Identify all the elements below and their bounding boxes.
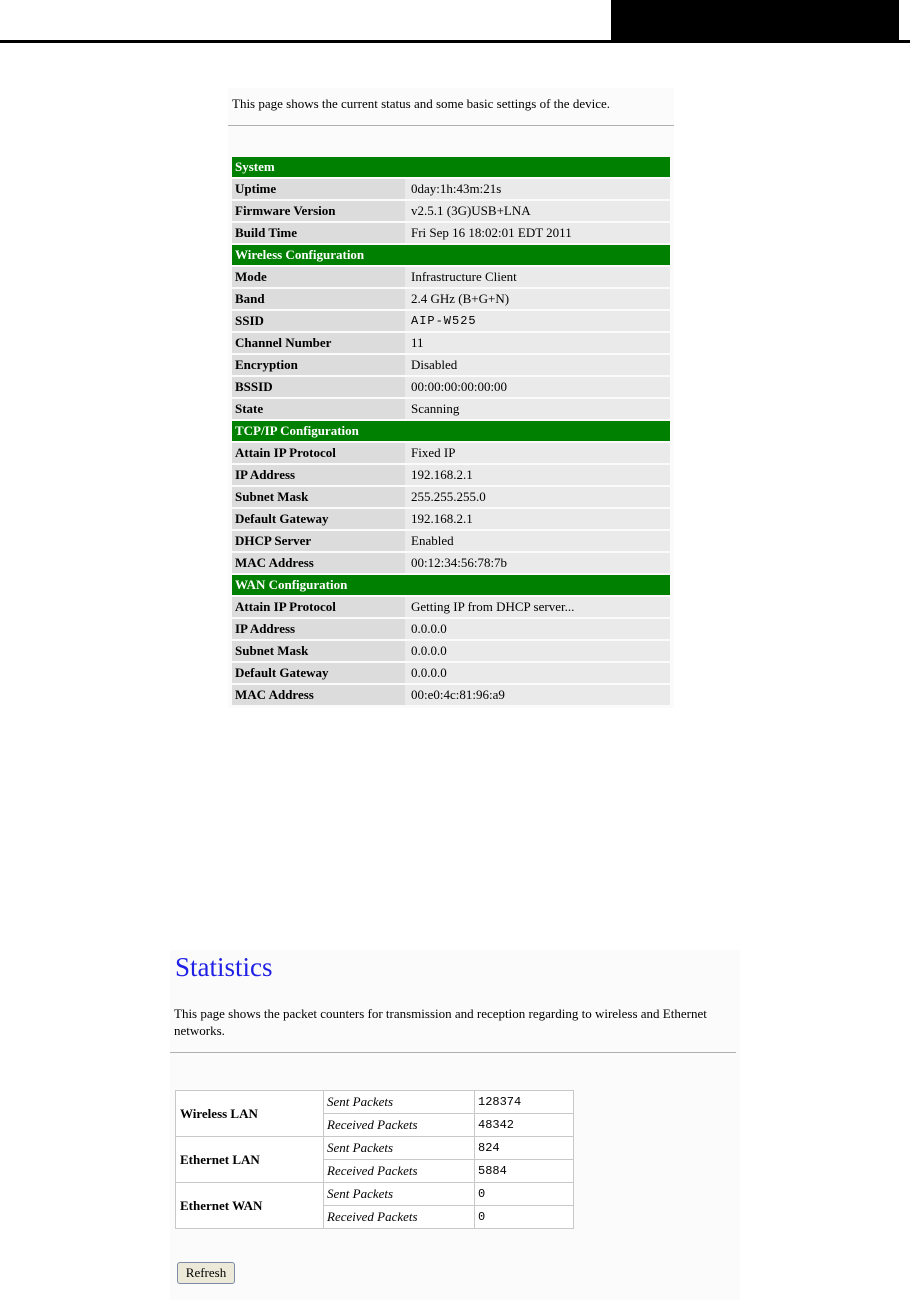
status-row-value: 255.255.255.0 [405, 487, 670, 509]
status-row-value: 192.168.2.1 [405, 465, 670, 487]
status-row-value: Enabled [405, 531, 670, 553]
status-row [232, 531, 670, 553]
received-packets-value: 48342 [475, 1114, 574, 1137]
status-row [232, 311, 670, 333]
status-row-value: 00:12:34:56:78:7b [405, 553, 670, 575]
status-row [232, 465, 670, 487]
status-row-label: MAC Address [232, 685, 405, 707]
status-row-value: v2.5.1 (3G)USB+LNA [405, 201, 670, 223]
status-row [232, 553, 670, 575]
status-row [232, 443, 670, 465]
status-row-value: 192.168.2.1 [405, 509, 670, 531]
section-header-row [232, 157, 670, 179]
section-title: System [232, 157, 670, 179]
status-row-value: AIP-W525 [405, 311, 670, 333]
status-row-label: Firmware Version [232, 201, 405, 223]
status-row [232, 377, 670, 399]
statistics-intro-text: This page shows the packet counters for transmission and reception regarding to wireless and Ethernet networks. [174, 1006, 707, 1038]
status-row [232, 179, 670, 201]
status-row-label: BSSID [232, 377, 405, 399]
status-row-value: 00:00:00:00:00:00 [405, 377, 670, 399]
status-row-label: Subnet Mask [232, 487, 405, 509]
statistics-panel [170, 950, 740, 1300]
status-row-value: Fri Sep 16 18:02:01 EDT 2011 [405, 223, 670, 245]
status-row [232, 663, 670, 685]
sent-packets-label: Sent Packets [324, 1183, 475, 1206]
statistics-divider [170, 1052, 736, 1053]
status-row-value: 0day:1h:43m:21s [405, 179, 670, 201]
status-row [232, 201, 670, 223]
sent-packets-label: Sent Packets [324, 1091, 475, 1114]
statistics-row [176, 1183, 574, 1206]
status-row-value: 0.0.0.0 [405, 619, 670, 641]
status-row [232, 223, 670, 245]
status-intro-text: This page shows the current status and some basic settings of the device. [232, 96, 610, 111]
statistics-table [175, 1090, 574, 1229]
status-row-label: State [232, 399, 405, 421]
status-row [232, 333, 670, 355]
interface-name: Wireless LAN [176, 1091, 324, 1137]
sent-packets-value: 0 [475, 1183, 574, 1206]
status-row [232, 399, 670, 421]
status-row [232, 509, 670, 531]
sent-packets-value: 128374 [475, 1091, 574, 1114]
section-title: Wireless Configuration [232, 245, 670, 267]
status-row-label: Channel Number [232, 333, 405, 355]
received-packets-label: Received Packets [324, 1114, 475, 1137]
status-row-label: IP Address [232, 465, 405, 487]
status-row [232, 641, 670, 663]
sent-packets-value: 824 [475, 1137, 574, 1160]
status-row-value: 00:e0:4c:81:96:a9 [405, 685, 670, 707]
received-packets-label: Received Packets [324, 1160, 475, 1183]
section-header-row [232, 575, 670, 597]
status-row-label: Default Gateway [232, 663, 405, 685]
section-title: WAN Configuration [232, 575, 670, 597]
status-row-label: Build Time [232, 223, 405, 245]
refresh-button[interactable]: Refresh [177, 1262, 235, 1284]
status-row-label: DHCP Server [232, 531, 405, 553]
section-header-row [232, 245, 670, 267]
status-row-value: Disabled [405, 355, 670, 377]
status-row [232, 685, 670, 707]
statistics-row [176, 1091, 574, 1114]
status-row-label: Band [232, 289, 405, 311]
interface-name: Ethernet WAN [176, 1183, 324, 1229]
status-row-label: Default Gateway [232, 509, 405, 531]
received-packets-label: Received Packets [324, 1206, 475, 1229]
status-row [232, 597, 670, 619]
received-packets-value: 5884 [475, 1160, 574, 1183]
status-row-label: Attain IP Protocol [232, 597, 405, 619]
header-black-tab [611, 0, 899, 40]
page-title: Statistics [175, 952, 273, 982]
interface-name: Ethernet LAN [176, 1137, 324, 1183]
status-divider [228, 125, 674, 126]
status-row-value: 11 [405, 333, 670, 355]
status-row [232, 355, 670, 377]
status-row-label: SSID [232, 311, 405, 333]
section-header-row [232, 421, 670, 443]
status-row-label: Encryption [232, 355, 405, 377]
status-row-label: Subnet Mask [232, 641, 405, 663]
status-row-value: Fixed IP [405, 443, 670, 465]
status-row-label: Attain IP Protocol [232, 443, 405, 465]
statistics-row [176, 1137, 574, 1160]
status-row-value: Getting IP from DHCP server... [405, 597, 670, 619]
status-panel [228, 88, 674, 708]
status-row-value: 2.4 GHz (B+G+N) [405, 289, 670, 311]
status-row-label: Uptime [232, 179, 405, 201]
status-row-label: IP Address [232, 619, 405, 641]
status-row-value: Scanning [405, 399, 670, 421]
status-row [232, 267, 670, 289]
status-row-value: Infrastructure Client [405, 267, 670, 289]
received-packets-value: 0 [475, 1206, 574, 1229]
status-row-label: Mode [232, 267, 405, 289]
status-row-value: 0.0.0.0 [405, 641, 670, 663]
status-row [232, 619, 670, 641]
status-row [232, 289, 670, 311]
section-title: TCP/IP Configuration [232, 421, 670, 443]
status-row-label: MAC Address [232, 553, 405, 575]
status-row [232, 487, 670, 509]
status-table [232, 157, 670, 707]
header-rule [0, 40, 910, 43]
status-row-value: 0.0.0.0 [405, 663, 670, 685]
sent-packets-label: Sent Packets [324, 1137, 475, 1160]
